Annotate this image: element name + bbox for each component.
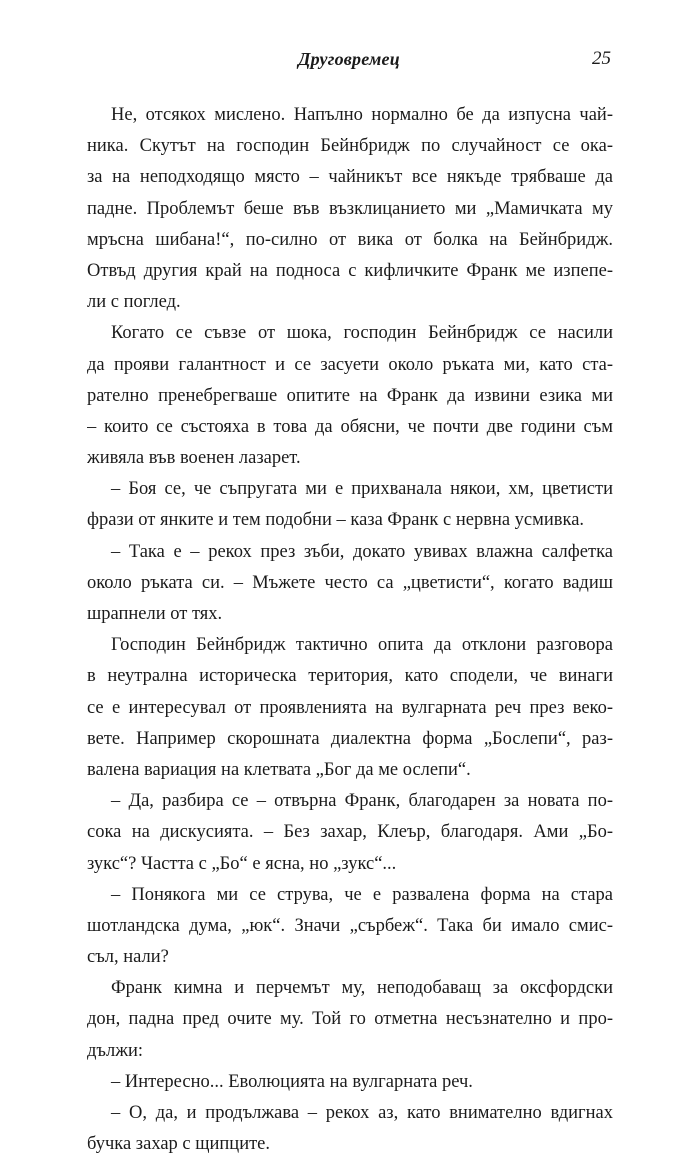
paragraph (87, 318, 613, 474)
body-text (87, 100, 613, 1160)
text-line: дон, падна пред очите му. Той го отметна несъзнателно и про- (87, 1009, 613, 1030)
text-line: шотландска дума, „юк“. Значи „сърбеж“. Така би имало смис- (87, 915, 613, 936)
text-line: Господин Бейнбридж тактично опита да отклони разговора (111, 635, 613, 656)
text-line: дължи: (87, 1040, 144, 1061)
text-line: – които се състояха в това да обясни, че почти две години съм (87, 416, 613, 437)
paragraph (87, 1067, 613, 1098)
text-line: в неутрална историческа територия, като сподели, че винаги (87, 666, 613, 687)
paragraph (87, 786, 613, 880)
text-line: – О, да, и продължава – рекох аз, като внимателно вдигнах (111, 1103, 613, 1123)
text-line: вете. Например скорошната диалектна форма „Бослепи“, раз- (87, 728, 613, 749)
text-line: шрапнели от тях. (87, 604, 223, 624)
running-title: Друговремец (298, 49, 400, 69)
paragraph (87, 880, 613, 974)
text-line: сока на дискусията. – Без захар, Клеър, благодаря. Ами „Бо- (87, 822, 613, 843)
text-line: ника. Скутът на господин Бейнбридж по случайност се ока- (87, 136, 613, 157)
running-head (87, 44, 611, 74)
text-line: валена вариация на клетвата „Бог да ме ослепи“. (87, 759, 471, 780)
text-line: живяла във военен лазарет. (87, 448, 301, 469)
text-line: Не, отсякох мислено. Напълно нормално бе да изпусна чай- (111, 105, 613, 125)
text-line: за на неподходящо място – чайникът все някъде трябваше да (87, 167, 613, 188)
text-line: – Боя се, че съпругата ми е прихванала някои, хм, цветисти (111, 479, 613, 500)
page-number: 25 (592, 48, 611, 69)
paragraph (87, 1098, 613, 1160)
text-line: бучка захар с щипците. (87, 1134, 271, 1155)
text-line: падне. Проблемът беше във възклицанието ми „Мамичката му (87, 198, 613, 219)
text-line: рателно пренебрегваше опитите на Франк да извини езика ми (87, 385, 613, 406)
text-line: ли с поглед. (87, 292, 181, 313)
text-line: – Да, разбира се – отвърна Франк, благодарен за новата по- (111, 791, 613, 812)
text-line: да прояви галантност и се засуети около ръката ми, като ста- (87, 354, 613, 375)
paragraph (87, 474, 613, 536)
paragraph (87, 630, 613, 786)
paragraph (87, 537, 613, 631)
text-line: Когато се съвзе от шока, господин Бейнбридж се насили (111, 323, 613, 344)
text-line: мръсна шибана!“, по-силно от вика от болка на Бейнбридж. (87, 229, 613, 250)
text-line: – Понякога ми се струва, че е развалена форма на стара (111, 884, 613, 905)
paragraph (87, 973, 613, 1067)
text-line: се е интересувал от проявленията на вулгарната реч през веко- (87, 697, 613, 718)
text-line: – Така е – рекох през зъби, докато увивах влажна салфетка (111, 541, 613, 562)
paragraph (87, 100, 613, 318)
text-line: около ръката си. – Мъжете често са „цветисти“, когато вадиш (87, 572, 613, 593)
text-line: Отвъд другия край на подноса с кифличките Франк ме изпепе- (87, 260, 613, 281)
text-line: съл, нали? (87, 947, 169, 968)
text-line: фрази от янките и тем подобни – каза Франк с нервна усмивка. (87, 510, 585, 531)
text-line: зукс“? Частта с „Бо“ е ясна, но „зукс“... (87, 853, 397, 874)
text-line: – Интересно... Еволюцията на вулгарната реч. (111, 1071, 473, 1092)
text-line: Франк кимна и перчемът му, неподобаващ за оксфордски (111, 978, 613, 999)
